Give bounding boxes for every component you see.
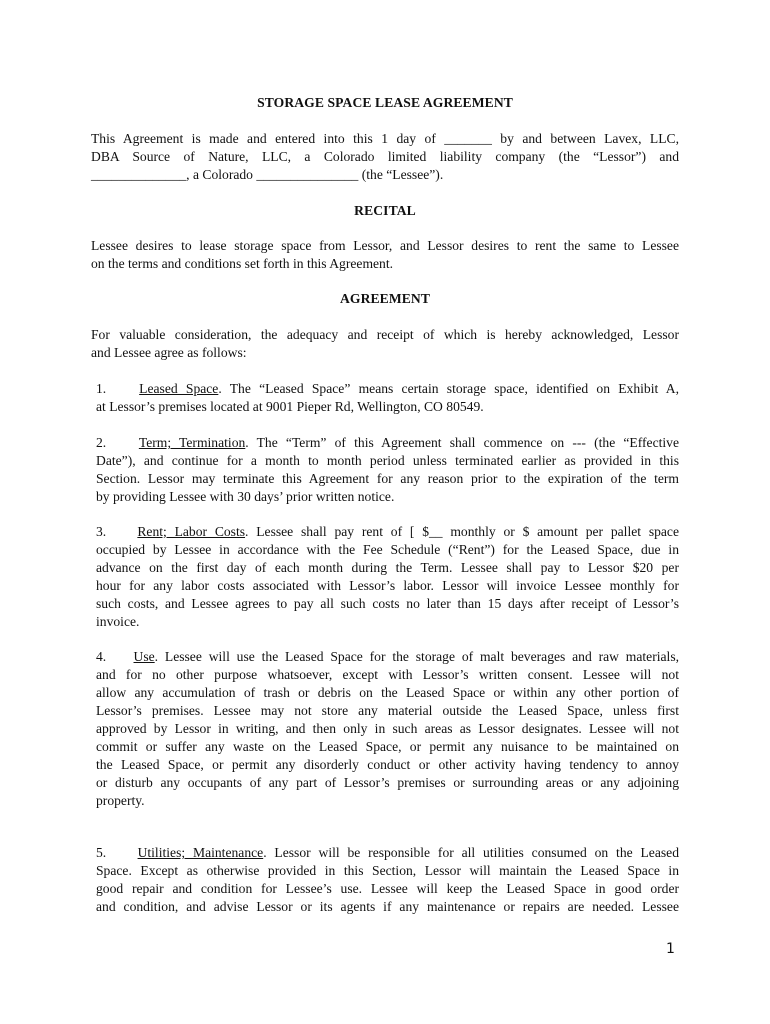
- section-use: [96, 648, 679, 810]
- intro-line: This Agreement is made and entered into this 1 day of _______ by and between Lavex, LLC,: [91, 131, 679, 146]
- section-utilities-maintenance: [96, 844, 679, 916]
- section-line: the Leased Space, or permit any disorderly conduct or other activity having tendency to annoy: [96, 757, 679, 772]
- section-line: invoice.: [96, 614, 140, 629]
- section-line: such costs, and Lessee agrees to pay all such costs no later than 15 days after receipt of Lessor’s: [96, 596, 679, 611]
- section-first-line: [96, 648, 679, 666]
- section-line: hour for any labor costs associated with Lessor’s labor. Lessor will invoice Lessee monthly for: [96, 578, 679, 593]
- recital-heading: RECITAL: [354, 203, 416, 218]
- section-line: and condition, and advise Lessor or its agents if any maintenance or repairs are needed. Lessee: [96, 899, 679, 914]
- section-line: or disturb any occupants of any part of Lessor’s premises or surrounding areas or any adjoining: [96, 775, 679, 790]
- section-heading: Rent; Labor Costs: [137, 524, 246, 539]
- section-line: and for no other purpose whatsoever, except with Lessor’s written consent. Lessee will not: [96, 667, 679, 682]
- section-line: advance on the first day of each month during the Term. Lessee shall pay to Lessor $20 per: [96, 560, 679, 575]
- section-line: by providing Lessee with 30 days’ prior written notice.: [96, 489, 395, 504]
- intro-paragraph: [91, 130, 679, 184]
- section-line: commit or suffer any waste on the Leased Space, or permit any nuisance to be maintained on: [96, 739, 679, 754]
- agreement-heading: AGREEMENT: [339, 291, 431, 306]
- section-line: good repair and condition for Lessee’s use. Lessee will keep the Leased Space in good order: [96, 881, 679, 896]
- section-heading: Utilities; Maintenance: [137, 845, 264, 860]
- section-line: Space. Except as otherwise provided in this Section, Lessor will maintain the Leased Space in: [96, 863, 679, 878]
- agreement-intro-line: For valuable consideration, the adequacy and receipt of which is hereby acknowledged, Lessor: [91, 327, 679, 342]
- document-title: STORAGE SPACE LEASE AGREEMENT: [257, 95, 513, 110]
- intro-line: ______________, a Colorado _______________ (the “Lessee”).: [91, 167, 444, 182]
- section-number: 2.: [96, 435, 107, 450]
- section-first-line: [96, 434, 679, 452]
- section-text: . Lessee will use the Leased Space for the storage of malt beverages and raw materials,: [154, 649, 680, 664]
- section-line: property.: [96, 793, 145, 808]
- agreement-intro-paragraph: [91, 326, 679, 362]
- section-first-line: [96, 523, 679, 541]
- page-number: 1: [666, 941, 675, 957]
- section-line: approved by Lessor in writing, and then only in such areas as Lessor designates. Lessee will not: [96, 721, 679, 736]
- section-text: . The “Term” of this Agreement shall commence on --- (the “Effective: [245, 435, 679, 450]
- section-rent-labor-costs: [96, 523, 679, 631]
- section-line: occupied by Lessee in accordance with the Fee Schedule (“Rent”) for the Leased Space, due in: [96, 542, 679, 557]
- section-line: Date”), and continue for a month to month period unless terminated earlier as provided in this: [96, 453, 679, 468]
- section-heading: Leased Space: [139, 381, 219, 396]
- section-line: Lessor’s premises. Lessee may not store any material outside the Leased Space, unless first: [96, 703, 679, 718]
- section-text: . Lessee shall pay rent of [ $__ monthly or $ amount per pallet space: [245, 524, 680, 539]
- section-number: 3.: [96, 524, 107, 539]
- section-line: at Lessor’s premises located at 9001 Pieper Rd, Wellington, CO 80549.: [96, 399, 484, 414]
- recital-paragraph: [91, 237, 679, 273]
- section-number: 1.: [96, 381, 107, 396]
- section-term-termination: [96, 434, 679, 506]
- section-line: Section. Lessor may terminate this Agreement for any reason prior to the expiration of the term: [96, 471, 679, 486]
- recital-line: on the terms and conditions set forth in this Agreement.: [91, 256, 394, 271]
- section-line: allow any accumulation of trash or debris on the Leased Space or within any other portion of: [96, 685, 679, 700]
- recital-line: Lessee desires to lease storage space from Lessor, and Lessor desires to rent the same to Lessee: [91, 238, 679, 253]
- intro-line: DBA Source of Nature, LLC, a Colorado limited liability company (the “Lessor”) and: [91, 149, 679, 164]
- section-first-line: [96, 380, 679, 398]
- section-text: . The “Leased Space” means certain storage space, identified on Exhibit A,: [218, 381, 679, 396]
- agreement-intro-line: and Lessee agree as follows:: [91, 345, 247, 360]
- section-heading: Term; Termination: [138, 435, 246, 450]
- section-number: 5.: [96, 845, 107, 860]
- section-first-line: [96, 844, 679, 862]
- section-leased-space: [96, 380, 679, 416]
- section-text: . Lessor will be responsible for all utilities consumed on the Leased: [263, 845, 679, 860]
- section-heading: Use: [133, 649, 155, 664]
- section-number: 4.: [96, 649, 107, 664]
